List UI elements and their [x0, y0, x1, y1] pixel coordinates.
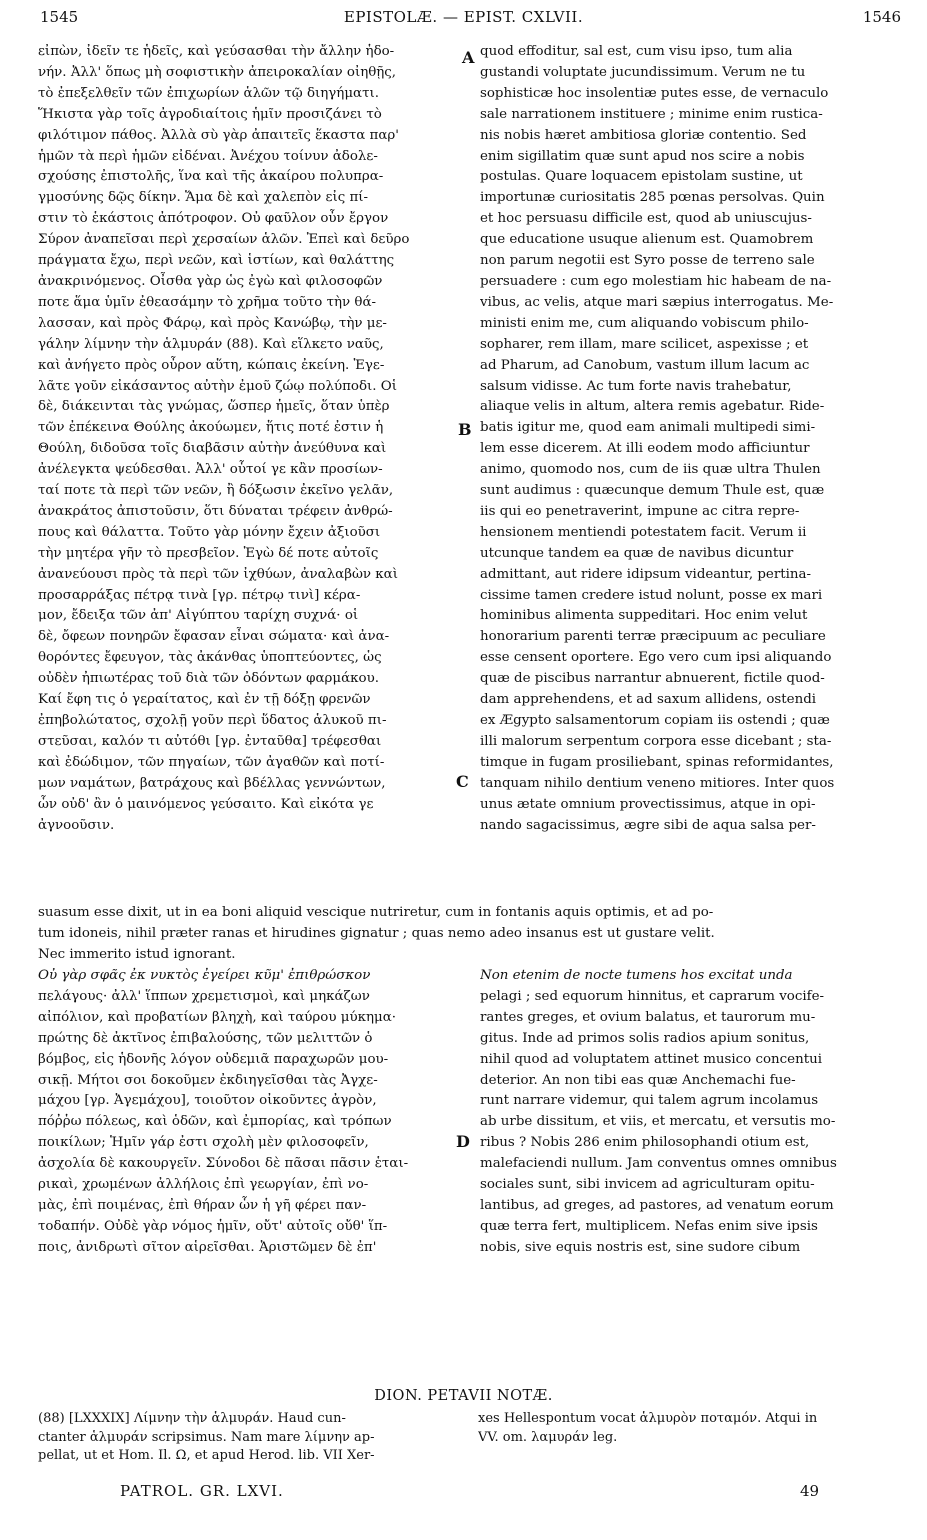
- margin-mark-d: D: [456, 1132, 470, 1151]
- text-line: dam apprehendens, et ad saxum allidens, ostendi: [480, 692, 817, 708]
- text-line: Καί ἔφη τις ὁ γεραίτατος, καὶ ἐν τῇ δόξῃ φρενῶν: [38, 692, 371, 708]
- text-line: pelagi ; sed equorum hinnitus, et caprarum vocife-: [480, 988, 825, 1004]
- text-line: ἀσχολία δὲ κακουργεῖν. Σύνοδοι δὲ πᾶσαι πᾶσιν ἑται-: [38, 1156, 409, 1172]
- text-line: Θούλη, διδοῦσα τοῖς διαβᾶσιν αὐτὴν ἀνεύθυνα καὶ: [38, 441, 387, 457]
- text-line: iis qui eo penetraverint, impune ac citra repre-: [480, 503, 800, 519]
- text-line: honorarium parenti terræ præcipuum ac peculiare: [480, 629, 826, 645]
- text-line: ἀνέλεγκτα ψεύδεσθαι. Ἀλλ' οὗτοί γε κἂν προσίων-: [38, 462, 383, 478]
- text-line: batis igitur me, quod eam animali multipedi simi-: [480, 420, 816, 436]
- text-line: runt narrare videmur, qui talem agrum incolamus: [480, 1093, 819, 1109]
- text-line: unus ætate omnium provectissimus, atque in opi-: [480, 796, 816, 812]
- text-line: ποτε ἅμα ὑμῖν ἐθεασάμην τὸ χρῆμα τοῦτο τὴν θά-: [38, 294, 377, 310]
- text-line: ἀνακρινόμενος. Οἶσθα γὰρ ὡς ἐγὼ καὶ φιλοσοφῶν: [38, 273, 383, 289]
- text-line: εἰπὼν, ἰδεῖν τε ἡδεῖς, καὶ γεύσασθαι τὴν ἄλλην ἡδο-: [38, 44, 395, 59]
- text-line: Ἥκιστα γὰρ τοῖς ἀγροδιαίτοις ἡμῖν προσιζάνει τὸ: [38, 106, 382, 122]
- text-line: nis nobis hæret ambitiosa gloriæ contentio. Sed: [480, 127, 807, 143]
- page-number-left: 1545: [40, 8, 79, 26]
- text-line: utcunque tandem ea quæ de navibus dicuntur: [480, 545, 794, 561]
- text-line: τὴν μητέρα γῆν τὸ πρεσβεῖον. Ἐγὼ δέ ποτε αὐτοῖς: [38, 545, 379, 561]
- notes-title: DION. PETAVII NOTÆ.: [374, 1388, 553, 1404]
- latin-column-lower: [480, 966, 893, 1259]
- text-line: salsum vidisse. Ac tum forte navis trahebatur,: [480, 378, 792, 394]
- text-line: ministi enim me, cum aliquando vobiscum philo-: [480, 315, 809, 331]
- text-line: πράγματα ἔχω, περὶ νεῶν, καὶ ἱστίων, καὶ θαλάττης: [38, 253, 395, 269]
- text-line: πρώτης δὲ ἀκτῖνος ἐπιβαλούσης, τῶν μελιττῶν ὁ: [38, 1030, 373, 1046]
- text-line: que educatione usuque alienum est. Quamobrem: [480, 232, 814, 248]
- greek-column-upper: [38, 42, 456, 836]
- text-line: ἡμῶν τὰ περὶ ἡμῶν εἰδέναι. Ἀνέχου τοίνυν ἀδολε-: [38, 148, 378, 164]
- footer-sheet-number: 49: [800, 1482, 820, 1500]
- text-line: xes Hellespontum vocat ἁλμυρὸν ποταμόν. Atqui in: [478, 1411, 818, 1426]
- text-line: στιν τὸ ἑκάστοις ἀπότροφον. Οὐ φαῦλον οὖν ἔργον: [38, 211, 389, 227]
- text-line: μων ναμάτων, βατράχους καὶ βδέλλας γεννώντων,: [38, 775, 386, 791]
- note-left: [38, 1410, 468, 1466]
- text-line: gustandi voluptate jucundissimum. Verum ne tu: [480, 64, 806, 80]
- text-line: tanquam nihilo dentium veneno mitiores. Inter quos: [480, 775, 835, 791]
- text-line: admittant, aut ridere idipsum videantur, pertina-: [480, 566, 812, 582]
- text-line: Οὐ γὰρ σφᾶς ἐκ νυκτὸς ἐγείρει κῦμ' ἐπιθρώσκον: [38, 968, 371, 983]
- text-line: nando sagacissimus, ægre sibi de aqua salsa per-: [480, 817, 816, 833]
- margin-mark-a: A: [462, 48, 475, 67]
- text-line: quæ terra fert, multiplicem. Nefas enim sive ipsis: [480, 1218, 818, 1234]
- text-line: persuadere : cum ego molestiam hic habeam de na-: [480, 273, 832, 289]
- text-line: lem esse dicerem. At illi eodem modo afficiuntur: [480, 441, 810, 457]
- text-line: μον, ἔδειξα τῶν ἀπ' Αἰγύπτου ταρίχη συχνά· οἱ: [38, 608, 359, 624]
- text-line: nihil quod ad voluptatem attinet musico concentui: [480, 1051, 823, 1067]
- text-line: οὐδὲν ἠπιωτέρας τοῦ διὰ τῶν ὀδόντων φαρμάκου.: [38, 671, 379, 687]
- text-line: pellat, ut et Hom. Il. Ω, et apud Herod. lib. VII Xer-: [38, 1448, 375, 1463]
- text-line: suasum esse dixit, ut in ea boni aliquid vescique nutriretur, cum in fontanis aquis optimis, et ad po-: [38, 905, 714, 920]
- text-line: ἀνακράτος ἀπιστοῦσιν, ὅτι δύναται τρέφειν ἀνθρώ-: [38, 503, 393, 519]
- text-line: σικῇ. Μήτοι σοι δοκοῦμεν ἐκδιηγεῖσθαι τὰς Ἀγχε-: [38, 1072, 378, 1088]
- text-line: τοδαπήν. Οὐδὲ γὰρ νόμος ἡμῖν, οὔτ' αὐτοῖς οὔθ' ἵπ-: [38, 1218, 388, 1234]
- text-line: φιλότιμον πάθος. Ἀλλὰ σὺ γὰρ ἀπαιτεῖς ἕκαστα παρ': [38, 127, 399, 143]
- text-line: Nec immerito istud ignorant.: [38, 946, 236, 962]
- text-line: βόμβος, εἰς ἡδονῆς λόγον οὐδεμιᾶ παραχωρῶν μου-: [38, 1051, 389, 1067]
- footer-volume: PATROL. GR. LXVI.: [120, 1482, 284, 1500]
- text-line: μάχου [γρ. Ἀγεμάχου], τοιοῦτον οἰκοῦντες ἀγρὸν,: [38, 1093, 377, 1109]
- text-line: non parum negotii est Syro posse de terreno sale: [480, 253, 815, 269]
- text-line: vibus, ac velis, atque mari sæpius interrogatus. Me-: [480, 294, 834, 310]
- text-line: et hoc persuasu difficile est, quod ab uniuscujus-: [480, 211, 812, 227]
- text-line: τῶν ἐπέκεινα Θούλης ἀκούωμεν, ἥτις ποτέ ἐστιν ἡ: [38, 420, 384, 436]
- text-line: πελάγους· ἀλλ' ἵππων χρεμετισμοὶ, καὶ μηκάζων: [38, 988, 370, 1004]
- text-line: ταί ποτε τὰ περὶ τῶν νεῶν, ἢ δόξωσιν ἐκεῖνο γελᾶν,: [38, 483, 394, 499]
- text-line: προσαρράξας πέτρᾳ τινὰ [γρ. πέτρῳ τινὶ] κέρα-: [38, 587, 361, 603]
- text-line: gitus. Inde ad primos solis radios apium sonitus,: [480, 1030, 810, 1046]
- latin-full-width-paragraph: [38, 903, 894, 966]
- text-line: ad Pharum, ad Canobum, vastum illum lacum ac: [480, 357, 810, 373]
- text-line: ab urbe dissitum, et viis, et mercatu, et versutis mo-: [480, 1114, 836, 1130]
- running-title: EPISTOLÆ. — EPIST. CXLVII.: [343, 8, 584, 26]
- text-line: ἀνανεύουσι πρὸς τὰ περὶ τῶν ἰχθύων, ἀναλαβὼν καὶ: [38, 566, 398, 582]
- text-line: lantibus, ad greges, ad pastores, ad venatum eorum: [480, 1197, 834, 1213]
- text-line: hominibus alimenta suppeditari. Hoc enim velut: [480, 608, 808, 624]
- text-line: λᾶτε γοῦν εἰκάσαντος αὐτὴν ἐμοῦ ζώῳ πολύποδι. Οἱ: [38, 378, 397, 394]
- text-line: tum idoneis, nihil præter ranas et hirudines gignatur ; quas nemo adeo insanus est ut gustare velit.: [38, 925, 715, 941]
- text-line: quæ de piscibus narrantur abnuerent, fictile quod-: [480, 671, 825, 687]
- text-line: ποικίλων; Ἡμῖν γάρ ἐστι σχολὴ μὲν φιλοσοφεῖν,: [38, 1135, 369, 1151]
- note-right: [478, 1410, 898, 1447]
- text-line: VV. om. λαμυράν leg.: [478, 1429, 618, 1445]
- text-line: ὧν οὐδ' ἂν ὁ μαινόμενος γεύσαιτο. Καὶ εἰκότα γε: [38, 796, 374, 812]
- text-line: cissime tamen credere istud nolunt, posse ex mari: [480, 587, 823, 603]
- text-line: ρικαὶ, χρωμένων ἀλλήλοις ἐπὶ γεωργίαν, ἐπὶ νο-: [38, 1177, 369, 1193]
- text-line: θορόντες ἔφευγον, τὰς ἀκάνθας ὑποπτεύοντες, ὡς: [38, 650, 382, 666]
- latin-column-upper: [480, 42, 893, 836]
- text-line: καὶ ἀνήγετο πρὸς οὖρον αὕτη, κώπαις ἐκείνη. Ἐγε-: [38, 357, 385, 373]
- text-line: ἀγνοοῦσιν.: [38, 817, 115, 833]
- text-line: quod effoditur, sal est, cum visu ipso, tum alia: [480, 44, 793, 59]
- text-line: ctanter ἁλμυράν scripsimus. Nam mare λίμνην ap-: [38, 1429, 375, 1445]
- text-line: enim sigillatim quæ sunt apud nos scire a nobis: [480, 148, 805, 164]
- text-line: aliaque velis in altum, altera remis agebatur. Ride-: [480, 399, 825, 415]
- text-line: malefaciendi nullum. Jam conventus omnes omnibus: [480, 1156, 837, 1172]
- text-line: importunæ curiositatis 285 pœnas persolvas. Quin: [480, 190, 825, 206]
- text-line: δὲ, διάκεινται τὰς γνώμας, ὥσπερ ἡμεῖς, ὅταν ὑπὲρ: [38, 399, 390, 415]
- text-line: animo, quomodo nos, cum de iis quæ ultra Thulen: [480, 462, 821, 478]
- text-line: καὶ ἐδώδιμον, τῶν πηγαίων, τῶν ἀγαθῶν καὶ ποτί-: [38, 754, 385, 770]
- text-line: ποις, ἀνιδρωτὶ σῖτον αἱρεῖσθαι. Ἀριστῶμεν δὲ ἐπ': [38, 1239, 377, 1255]
- text-line: sunt audimus : quæcunque demum Thule est, quæ: [480, 483, 825, 499]
- text-line: (88) [LXXXIX] Λίμνην τὴν ἁλμυράν. Haud cun-: [38, 1411, 346, 1426]
- text-line: Non etenim de nocte tumens hos excitat unda: [480, 968, 793, 983]
- text-line: τὸ ἐπεξελθεῖν τῶν ἐπιχωρίων ἁλῶν τῷ διηγήματι.: [38, 85, 379, 101]
- margin-mark-b: B: [458, 420, 472, 439]
- text-line: nobis, sive equis nostris est, sine sudore cibum: [480, 1239, 801, 1255]
- text-line: μὰς, ἐπὶ ποιμένας, ἐπὶ θήραν ὧν ἡ γῆ φέρει παν-: [38, 1197, 367, 1213]
- page-number-right: 1546: [862, 8, 901, 26]
- text-line: illi malorum serpentum corpora esse dicebant ; sta-: [480, 733, 832, 749]
- text-line: timque in fugam prosiliebant, spinas reformidantes,: [480, 754, 834, 770]
- text-line: στεῦσαι, καλόν τι αὐτόθι [γρ. ἐνταῦθα] τρέφεσθαι: [38, 733, 382, 749]
- text-line: postulas. Quare loquacem epistolam sustine, ut: [480, 169, 803, 185]
- text-line: πους καὶ θάλαττα. Τοῦτο γὰρ μόνην ἔχειν ἀξιοῦσι: [38, 524, 381, 540]
- margin-mark-c: C: [456, 772, 469, 791]
- text-line: esse censent oportere. Ego vero cum ipsi aliquando: [480, 650, 832, 666]
- text-line: rantes greges, et ovium balatus, et taurorum mu-: [480, 1009, 816, 1025]
- text-line: sophisticæ hoc insolentiæ putes esse, de vernaculo: [480, 85, 829, 101]
- text-line: Σύρον ἀναπεῖσαι περὶ χερσαίων ἁλῶν. Ἐπεὶ καὶ δεῦρο: [38, 232, 410, 248]
- text-line: σχούσης ἐπιστολῆς, ἵνα καὶ τῆς ἀκαίρου πολυπρα-: [38, 169, 384, 185]
- text-line: deterior. An non tibi eas quæ Anchemachi fue-: [480, 1072, 796, 1088]
- text-line: γάλην λίμνην τὴν ἁλμυράν (88). Καὶ εἵλκετο ναῦς,: [38, 336, 384, 352]
- text-line: ribus ? Nobis 286 enim philosophandi otium est,: [480, 1135, 810, 1151]
- text-line: λασσαν, καὶ πρὸς Φάρῳ, καὶ πρὸς Κανώβῳ, τὴν με-: [38, 315, 387, 331]
- text-line: νήν. Ἀλλ' ὅπως μὴ σοφιστικὴν ἀπειροκαλίαν οἰηθῇς,: [38, 64, 397, 80]
- greek-column-lower: [38, 966, 456, 1259]
- text-line: sociales sunt, sibi invicem ad agriculturam opitu-: [480, 1177, 815, 1193]
- text-line: sale narrationem instituere ; minime enim rustica-: [480, 106, 823, 122]
- text-line: αἰπόλιον, καὶ προβατίων βληχὴ, καὶ ταύρου μύκημα·: [38, 1009, 396, 1025]
- text-line: ex Ægypto salsamentorum copiam iis ostendi ; quæ: [480, 713, 830, 728]
- text-line: sopharer, rem illam, mare scilicet, aspexisse ; et: [480, 336, 809, 352]
- text-line: γμοσύνης δῷς δίκην. Ἅμα δὲ καὶ χαλεπὸν εἰς πί-: [38, 190, 369, 206]
- text-line: hensionem mentiendi potestatem facit. Verum ii: [480, 524, 807, 540]
- text-line: πόῤῥω πόλεως, καὶ ὁδῶν, καὶ ἐμπορίας, καὶ τρόπων: [38, 1114, 392, 1130]
- text-line: ἐπηβολώτατος, σχολῇ γοῦν περὶ ὕδατος ἁλυκοῦ πι-: [38, 713, 387, 728]
- text-line: δὲ, ὄφεων πονηρῶν ἔφασαν εἶναι σώματα· καὶ ἀνα-: [38, 629, 390, 645]
